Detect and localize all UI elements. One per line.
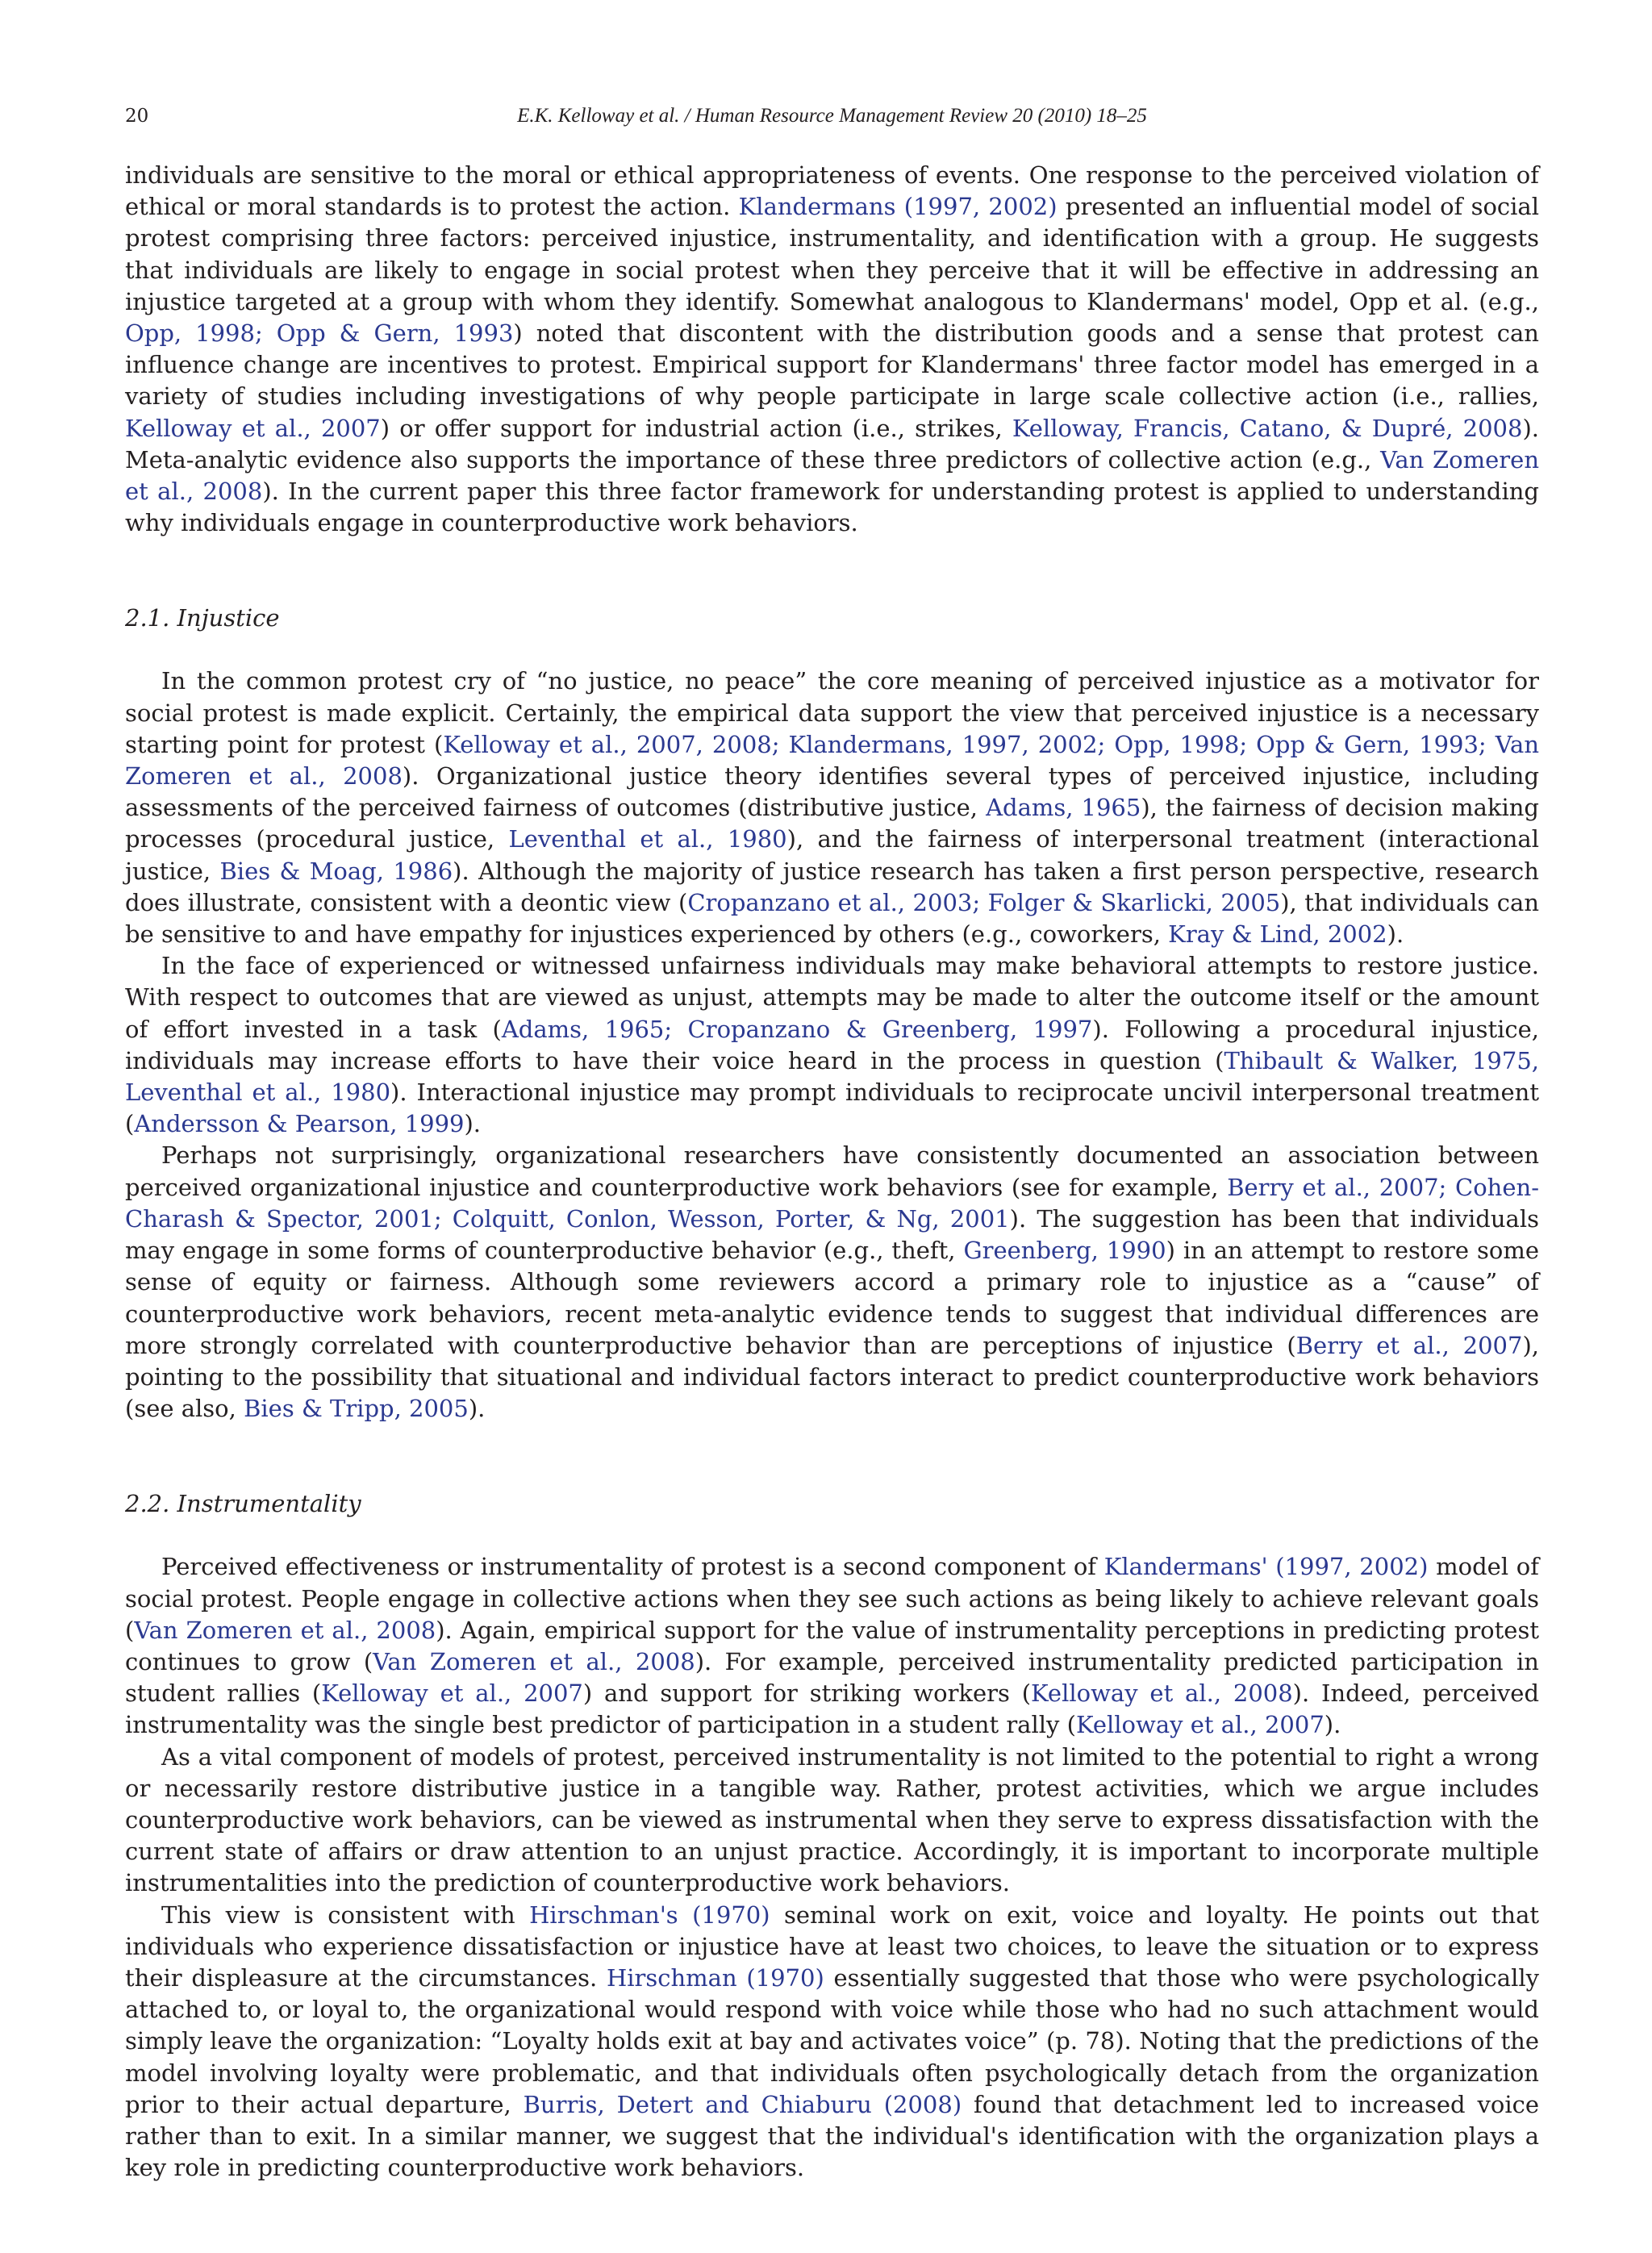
text-run: ) noted that discontent with the distribution goods and a sense that protest can influence change are incentives to protest. Empirical support for Klandermans' three factor model has emerged in a variety of studies including investigations of why people participate in large scale collective action (i.e., rallies, [125,319,1539,411]
text-run: ), that individuals can be sensitive to and have empathy for injustices experienced by others (e.g., coworkers, [125,888,1539,949]
text-run: ). For example, perceived instrumentality predicted participation in student rallies ( [125,1647,1539,1708]
text-run: This view is consistent with [161,1900,530,1929]
citation-link[interactable]: Kelloway et al., 2007 [1075,1711,1325,1739]
text-run: ). Following a procedural injustice, individuals may increase efforts to have their voice heard in the process in question ( [125,1015,1539,1074]
text-run: ). Meta-analytic evidence also supports the importance of these three predictors of collective action (e.g., [125,414,1539,474]
section-heading-instrumentality: 2.2. Instrumentality [125,1490,361,1518]
text-run: ). [1324,1711,1341,1739]
citation-link[interactable]: Berry et al., 2007 [1295,1331,1523,1359]
citation-link[interactable]: Adams, 1965; Cropanzano & Greenberg, 1997 [501,1015,1093,1043]
citation-link[interactable]: Andersson & Pearson, 1999 [134,1110,465,1138]
page-number: 20 [125,106,149,127]
injustice-paragraph-1 [125,665,1539,950]
citation-link[interactable]: Kelloway, Francis, Catano, & Dupré, 2008 [1012,414,1523,442]
text-run: ). In the current paper this three factor framework for understanding protest is applied to understanding why individuals engage in counterproductive work behaviors. [125,478,1539,537]
text-run: ). Interactional injustice may prompt individuals to reciprocate uncivil interpersonal treatment ( [125,1079,1540,1138]
text-run: essentially suggested that those who were psychologically attached to, or loyal to, the organizational would respond with voice while those who had no such attachment would simply leave the organization: “Loyalty holds exit at bay and activates voice” (p. 78). Noting that the predictions of the model involving loyalty were problematic, and that individuals often psychologically detach from the organization prior to their actual departure, [125,1963,1540,2118]
citation-link[interactable]: Kelloway et al., 2007, 2008; Klandermans, 1997, 2002; Opp, 1998; Opp & Gern, 1993; Van Zomeren et al., 2008 [125,730,1539,791]
citation-link[interactable]: Van Zomeren et al., 2008 [125,445,1539,506]
injustice-paragraph-2 [125,950,1539,1140]
text-run: ). Indeed, perceived instrumentality was the single best predictor of participation in a student rally ( [125,1679,1540,1739]
text-run: ). Again, empirical support for the value of instrumentality perceptions in predicting protest continues to grow ( [125,1616,1539,1675]
text-run: ). The suggestion has been that individuals may engage in some forms of counterproductive behavior (e.g., theft, [125,1204,1539,1265]
text-run: ). [464,1110,482,1138]
citation-link[interactable]: Berry et al., 2007; Cohen-Charash & Spector, 2001; Colquitt, Conlon, Wesson, Porter, & Ng, 2001 [125,1173,1539,1233]
text-run: found that detachment led to increased voice rather than to exit. In a similar manner, we suggest that the individual's identification with the organization plays a key role in predicting counterproductive work behaviors. [125,2090,1540,2182]
text-run: ) and support for striking workers ( [582,1679,1032,1708]
citation-link[interactable]: Van Zomeren et al., 2008 [373,1647,695,1675]
citation-link[interactable]: Klandermans' (1997, 2002) [1103,1553,1429,1581]
citation-link[interactable]: Hirschman's (1970) [529,1900,770,1929]
running-head [125,100,1539,132]
text-run: ). Organizational justice theory identifies several types of perceived injustice, including assessments of the perceived fairness of outcomes (distributive justice, [125,762,1540,822]
text-run: As a vital component of models of protest, perceived instrumentality is not limited to the potential to right a wrong or necessarily restore distributive justice in a tangible way. Rather, protest activities, which we argue includes counterproductive work behaviors, can be viewed as instrumental when they serve to express dissatisfaction with the current state of affairs or draw attention to an unjust practice. Accordingly, it is important to incorporate multiple instrumentalities into the prediction of counterproductive work behaviors. [125,1742,1539,1897]
text-run: ), and the fairness of interpersonal treatment (interactional justice, [125,825,1539,885]
text-run: ). [1387,920,1404,949]
citation-link[interactable]: Greenberg, 1990 [963,1237,1166,1265]
citation-link[interactable]: Burris, Detert and Chiaburu (2008) [523,2090,962,2118]
article-body [125,160,1539,2184]
journal-reference: E.K. Kelloway et al. / Human Resource Management Review 20 (2010) 18–25 [517,105,1147,127]
text-run: presented an influential model of social protest comprising three factors: perceived injustice, instrumentality, and identification with a group. He suggests that individuals are likely to engage in social protest when they perceive that it will be effective in addressing an injustice targeted at a group with whom they identify. Somewhat analogous to Klandermans' model, Opp et al. (e.g., [125,193,1539,315]
injustice-paragraph-3 [125,1140,1539,1425]
citation-link[interactable]: Adams, 1965 [986,794,1141,822]
text-run: seminal work on exit, voice and loyalty. He points out that individuals who experience dissatisfaction or injustice have at least two choices, to leave the situation or to express their displeasure at the circumstances. [125,1900,1540,1992]
instrumentality-paragraph-2 [125,1742,1539,1900]
instrumentality-paragraph-3 [125,1900,1539,2184]
text-run: ) or offer support for industrial action (i.e., strikes, [380,414,1012,442]
text-run: In the common protest cry of “no justice, no peace” the core meaning of perceived injustice as a motivator for social protest is made explicit. Certainly, the empirical data support the view that perceived injustice is a necessary starting point for protest ( [125,667,1539,758]
citation-link[interactable]: Hirschman (1970) [606,1963,824,1992]
intro-paragraph [125,160,1539,539]
citation-link[interactable]: Klandermans (1997, 2002) [738,193,1058,221]
citation-link[interactable]: Bies & Moag, 1986 [219,857,453,885]
text-run: In the face of experienced or witnessed unfairness individuals may make behavioral attempts to restore justice. With respect to outcomes that are viewed as unjust, attempts may be made to alter the outcome itself or the amount of effort invested in a task ( [125,952,1539,1043]
text-run: individuals are sensitive to the moral or ethical appropriateness of events. One response to the perceived violation of ethical or moral standards is to protest the action. [125,161,1539,221]
citation-link[interactable]: Cropanzano et al., 2003; Folger & Skarlicki, 2005 [687,888,1281,916]
citation-link[interactable]: Opp, 1998; Opp & Gern, 1993 [125,319,514,348]
instrumentality-paragraph-1 [125,1551,1539,1741]
citation-link[interactable]: Bies & Tripp, 2005 [244,1395,469,1423]
section-heading-injustice: 2.1. Injustice [125,604,280,632]
text-run: Perhaps not surprisingly, organizational researchers have consistently documented an association between perceived organizational injustice and counterproductive work behaviors (see for example, [125,1141,1539,1201]
text-run: ). Although the majority of justice research has taken a first person perspective, research does illustrate, consistent with a deontic view ( [125,857,1539,916]
text-run: model of social protest. People engage in collective actions when they see such actions as being likely to achieve relevant goals ( [125,1553,1539,1644]
text-run: ), pointing to the possibility that situational and individual factors interact to predict counterproductive work behaviors (see also, [125,1331,1539,1423]
citation-link[interactable]: Kray & Lind, 2002 [1168,920,1387,949]
citation-link[interactable]: Leventhal et al., 1980 [508,825,787,853]
citation-link[interactable]: Kelloway et al., 2008 [1031,1679,1293,1708]
citation-link[interactable]: Van Zomeren et al., 2008 [134,1616,436,1644]
text-run: Perceived effectiveness or instrumentality of protest is a second component of [161,1553,1104,1581]
text-run: ). [468,1395,486,1423]
citation-link[interactable]: Thibault & Walker, 1975, Leventhal et al., 1980 [125,1046,1539,1107]
citation-link[interactable]: Kelloway et al., 2007 [125,414,381,442]
text-run: ) in an attempt to restore some sense of equity or fairness. Although some reviewers accord a primary role to injustice as a “cause” of counterproductive work behaviors, recent meta-analytic evidence tends to suggest that individual differences are more strongly correlated with counterproductive behavior than are perceptions of injustice ( [125,1237,1539,1359]
citation-link[interactable]: Kelloway et al., 2007 [321,1679,583,1708]
text-run: ), the fairness of decision making processes (procedural justice, [125,794,1539,853]
